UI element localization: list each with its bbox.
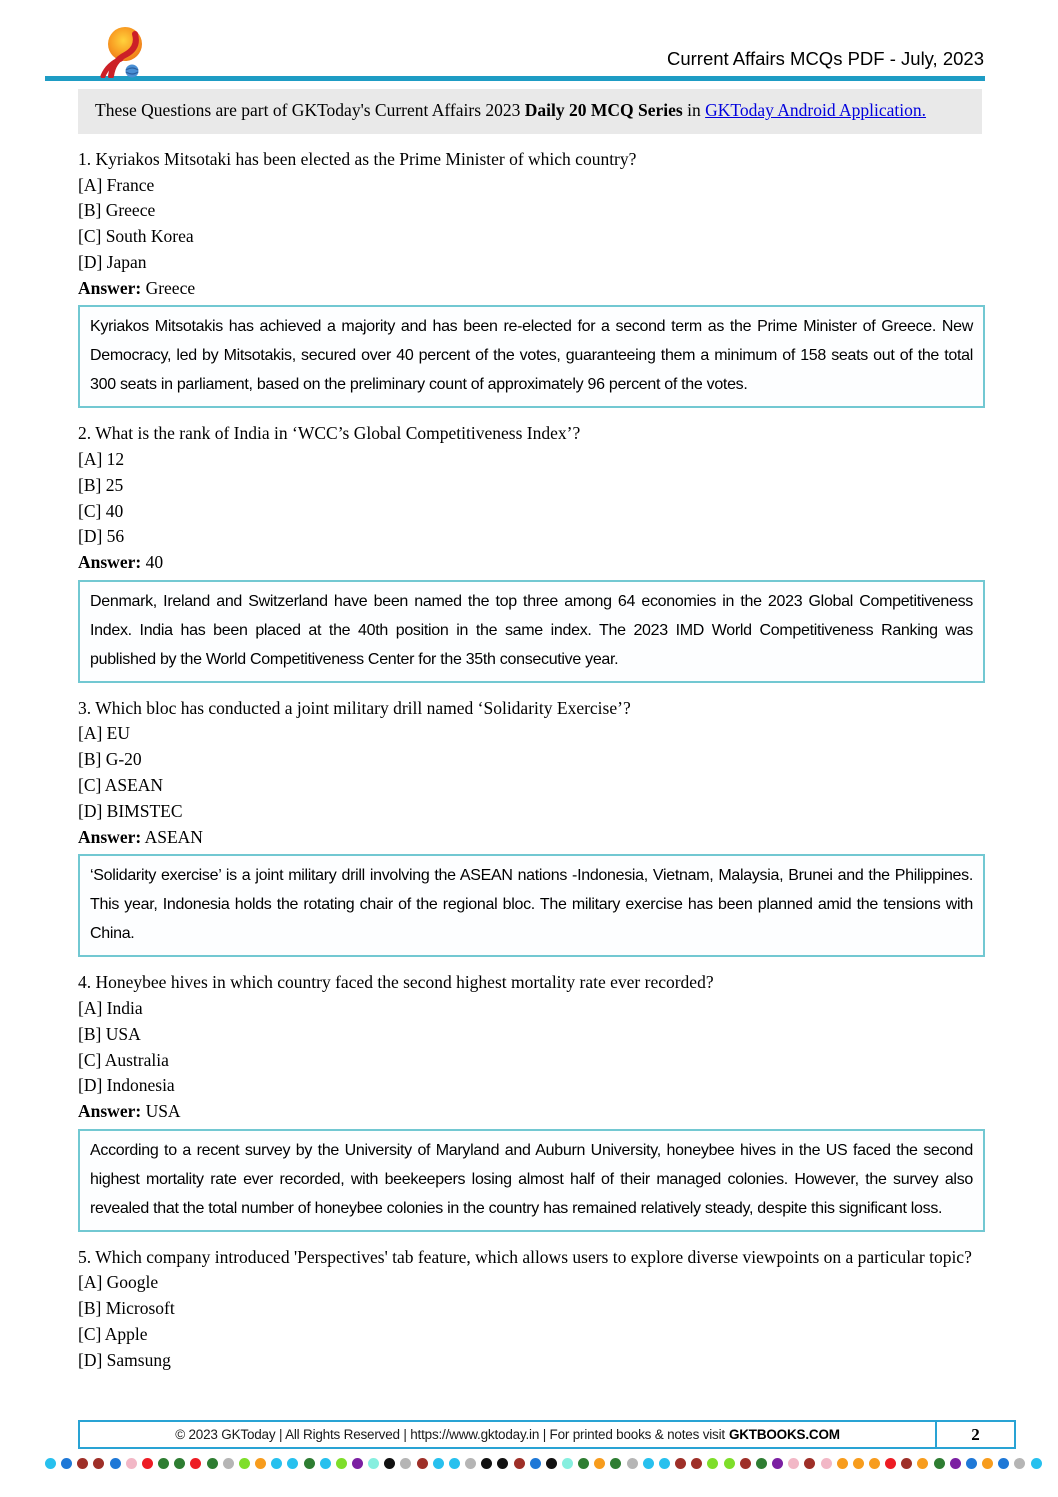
dot-icon <box>142 1458 153 1469</box>
explanation-box: Kyriakos Mitsotakis has achieved a majority and has been re-elected for a second term as the Prime Minister of Greece. New Democracy, led by Mitsotakis, secured over 40 percent of the votes, guaranteeing them a minimum of 158 seats out of the total 300 seats in parliament, based on the preliminary count of approximately 96 percent of the votes. <box>78 305 985 408</box>
option-a: [A] 12 <box>78 448 125 469</box>
footer-brand: GKTBOOKS.COM <box>728 1427 840 1442</box>
answer-line <box>78 276 985 302</box>
option-c: [C] ASEAN <box>78 775 164 796</box>
question-text: 4. Honeybee hives in which country faced the second highest mortality rate ever recorded? <box>78 972 714 993</box>
dot-icon <box>45 1458 56 1469</box>
question-number: 3. <box>78 697 92 718</box>
dot-icon <box>255 1458 266 1469</box>
dot-icon <box>158 1458 169 1469</box>
dot-icon <box>917 1458 928 1469</box>
dot-icon <box>821 1458 832 1469</box>
dot-icon <box>304 1458 315 1469</box>
dot-icon <box>384 1458 395 1469</box>
banner-series-name: Daily 20 MCQ Series <box>524 100 683 120</box>
dot-icon <box>804 1458 815 1469</box>
dot-icon <box>239 1458 250 1469</box>
dot-icon <box>675 1458 686 1469</box>
header-divider <box>45 76 985 81</box>
question-number: 2. <box>78 423 92 444</box>
page-header <box>0 0 1058 76</box>
dot-icon <box>788 1458 799 1469</box>
dot-icon <box>643 1458 654 1469</box>
option-b: [B] 25 <box>78 474 124 495</box>
dot-icon <box>594 1458 605 1469</box>
dot-icon <box>223 1458 234 1469</box>
dot-icon <box>497 1458 508 1469</box>
dot-icon <box>465 1458 476 1469</box>
answer-line <box>78 1099 985 1125</box>
option-a: [A] India <box>78 997 143 1018</box>
gktoday-logo-icon <box>95 26 157 78</box>
series-banner <box>78 89 982 134</box>
dot-icon <box>578 1458 589 1469</box>
answer-label: Answer: <box>78 277 142 298</box>
answer-value: Greece <box>145 277 196 298</box>
option-b: [B] Microsoft <box>78 1298 175 1319</box>
explanation-box: ‘Solidarity exercise’ is a joint military drill involving the ASEAN nations -Indonesia, Vietnam, Malaysia, Brunei and the Philippines. This year, Indonesia holds the rotating chair of the regional bloc. The military exercise has been planned amid the tensions with China. <box>78 854 985 957</box>
dot-icon <box>998 1458 1009 1469</box>
dot-icon <box>61 1458 72 1469</box>
dot-icon <box>901 1458 912 1469</box>
question-number: 5. <box>78 1246 92 1267</box>
question-block-1 <box>78 147 985 408</box>
dot-icon <box>982 1458 993 1469</box>
explanation-box: Denmark, Ireland and Switzerland have been named the top three among 64 economies in the 2023 Global Competitiveness Index. India has been placed at the 40th position in the same index. The 2023 IMD World Competitiveness Ranking was published by the World Competitiveness Center for the 35th consecutive year. <box>78 580 985 683</box>
footer-copyright-bar <box>78 1420 937 1449</box>
dot-icon <box>562 1458 573 1469</box>
question-text: 2. What is the rank of India in ‘WCC’s Global Competitiveness Index’? <box>78 423 581 444</box>
dot-icon <box>1014 1458 1025 1469</box>
dot-icon <box>546 1458 557 1469</box>
question-block-2 <box>78 421 985 682</box>
dot-icon <box>853 1458 864 1469</box>
option-c: [C] Australia <box>78 1049 169 1070</box>
answer-line <box>78 825 985 851</box>
options-list <box>78 173 985 276</box>
page-footer <box>78 1420 1018 1449</box>
decorative-dot-strip <box>45 1458 1042 1469</box>
dot-icon <box>126 1458 137 1469</box>
dot-icon <box>950 1458 961 1469</box>
options-list <box>78 447 985 550</box>
option-a: [A] France <box>78 174 155 195</box>
dot-icon <box>352 1458 363 1469</box>
document-title: Current Affairs MCQs PDF - July, 2023 <box>667 48 984 69</box>
dot-icon <box>756 1458 767 1469</box>
dot-icon <box>691 1458 702 1469</box>
option-c: [C] South Korea <box>78 226 194 247</box>
dot-icon <box>934 1458 945 1469</box>
dot-icon <box>417 1458 428 1469</box>
answer-label: Answer: <box>78 826 142 847</box>
dot-icon <box>433 1458 444 1469</box>
questions-list <box>78 147 985 1374</box>
answer-label: Answer: <box>78 552 142 573</box>
answer-value: 40 <box>145 552 164 573</box>
option-b: [B] USA <box>78 1023 141 1044</box>
dot-icon <box>481 1458 492 1469</box>
answer-label: Answer: <box>78 1101 142 1122</box>
dot-icon <box>77 1458 88 1469</box>
option-c: [C] Apple <box>78 1324 148 1345</box>
dot-icon <box>207 1458 218 1469</box>
explanation-box: According to a recent survey by the University of Maryland and Auburn University, honeybee hives in the US faced the second highest mortality rate ever recorded, with beekeepers losing almost half of their managed colonies. However, the survey also revealed that the total number of honeybee colonies in the country has remained relatively steady, despite this significant loss. <box>78 1129 985 1232</box>
dot-icon <box>885 1458 896 1469</box>
dot-icon <box>287 1458 298 1469</box>
option-b: [B] Greece <box>78 200 156 221</box>
banner-text-prefix: These Questions are part of GKToday's Current Affairs 2023 <box>95 100 525 120</box>
option-d: [D] Samsung <box>78 1349 171 1370</box>
dot-icon <box>627 1458 638 1469</box>
dot-icon <box>320 1458 331 1469</box>
question-block-4 <box>78 970 985 1231</box>
dot-icon <box>707 1458 718 1469</box>
page-number: 2 <box>935 1420 1016 1449</box>
dot-icon <box>1031 1458 1042 1469</box>
dot-icon <box>336 1458 347 1469</box>
question-text: 1. Kyriakos Mitsotaki has been elected as the Prime Minister of which country? <box>78 149 637 169</box>
dot-icon <box>174 1458 185 1469</box>
answer-value: USA <box>145 1101 181 1122</box>
dot-icon <box>110 1458 121 1469</box>
question-number: 1. <box>78 149 92 169</box>
option-a: [A] EU <box>78 723 130 744</box>
footer-copyright-text: © 2023 GKToday | All Rights Reserved | https://www.gktoday.in | For printed books & notes visit <box>175 1427 725 1442</box>
dot-icon <box>659 1458 670 1469</box>
dot-icon <box>966 1458 977 1469</box>
option-a: [A] Google <box>78 1272 159 1293</box>
options-list <box>78 721 985 824</box>
option-c: [C] 40 <box>78 500 124 521</box>
option-d: [D] Japan <box>78 251 147 272</box>
options-list <box>78 996 985 1099</box>
dot-icon <box>740 1458 751 1469</box>
dot-icon <box>514 1458 525 1469</box>
options-list <box>78 1270 985 1373</box>
dot-icon <box>610 1458 621 1469</box>
answer-line <box>78 550 985 576</box>
option-d: [D] BIMSTEC <box>78 800 183 821</box>
dot-icon <box>400 1458 411 1469</box>
banner-text-mid: in <box>682 100 706 120</box>
option-d: [D] Indonesia <box>78 1075 175 1096</box>
question-text: 3. Which bloc has conducted a joint military drill named ‘Solidarity Exercise’? <box>78 697 631 718</box>
dot-icon <box>368 1458 379 1469</box>
dot-icon <box>837 1458 848 1469</box>
dot-icon <box>869 1458 880 1469</box>
dot-icon <box>190 1458 201 1469</box>
question-block-5 <box>78 1245 985 1374</box>
dot-icon <box>772 1458 783 1469</box>
dot-icon <box>93 1458 104 1469</box>
dot-icon <box>271 1458 282 1469</box>
question-text: 5. Which company introduced 'Perspectives' tab feature, which allows users to explore diverse viewpoints on a particular topic? <box>78 1246 972 1267</box>
question-number: 4. <box>78 972 92 993</box>
option-d: [D] 56 <box>78 526 125 547</box>
dot-icon <box>449 1458 460 1469</box>
answer-value: ASEAN <box>144 826 203 847</box>
dot-icon <box>724 1458 735 1469</box>
option-b: [B] G-20 <box>78 749 142 770</box>
dot-icon <box>530 1458 541 1469</box>
gktoday-android-app-link[interactable]: GKToday Android Application. <box>705 100 927 120</box>
question-block-3 <box>78 696 985 957</box>
